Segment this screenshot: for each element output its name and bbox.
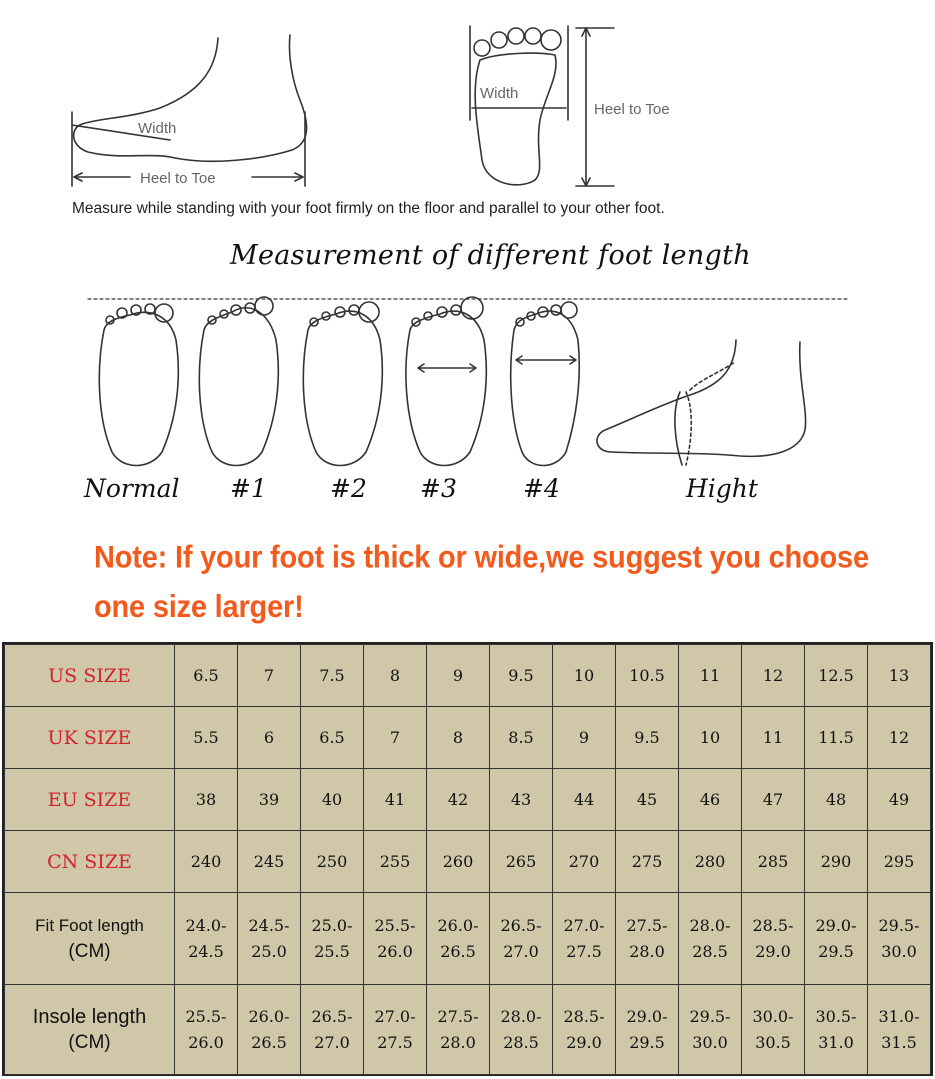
table-cell: 290: [805, 831, 868, 893]
row-header: UK SIZE: [5, 707, 175, 769]
table-cell: 43: [490, 769, 553, 831]
table-cell: 5.5: [175, 707, 238, 769]
table-cell: 255: [364, 831, 427, 893]
top-width-label: Width: [480, 85, 519, 102]
table-cell: 10.5: [616, 645, 679, 707]
foot-normal-icon: [99, 304, 178, 466]
cell-line: 29.0: [566, 1032, 602, 1052]
table-cell: 285: [742, 831, 805, 893]
table-cell: 48: [805, 769, 868, 831]
cell-line: 28.5-: [563, 1006, 605, 1026]
table-cell: 7: [364, 707, 427, 769]
cell-line: 24.0-: [185, 915, 227, 935]
size-chart: [2, 642, 933, 1076]
table-cell: [742, 893, 805, 985]
table-cell: 10: [553, 645, 616, 707]
foot-caption-4: #4: [523, 474, 560, 503]
table-cell: 9.5: [490, 645, 553, 707]
table-cell: 11: [742, 707, 805, 769]
table-row: [5, 769, 931, 831]
table-cell: [616, 985, 679, 1075]
cell-line: 26.0: [377, 941, 413, 961]
table-cell: 260: [427, 831, 490, 893]
table-row: [5, 985, 931, 1075]
table-cell: 47: [742, 769, 805, 831]
table-cell: 245: [238, 831, 301, 893]
table-cell: [364, 985, 427, 1075]
table-cell: 270: [553, 831, 616, 893]
table-cell: 8: [427, 707, 490, 769]
cell-line: 31.0: [818, 1032, 854, 1052]
cell-line: 30.0: [881, 941, 917, 961]
table-row: [5, 645, 931, 707]
cell-line: 29.5: [818, 941, 854, 961]
table-cell: 250: [301, 831, 364, 893]
table-cell: 13: [868, 645, 931, 707]
cell-line: 27.5-: [437, 1006, 479, 1026]
table-cell: 275: [616, 831, 679, 893]
cell-line: 30.0-: [752, 1006, 794, 1026]
cell-line: 24.5: [188, 941, 224, 961]
side-heel-to-toe-label: Heel to Toe: [140, 170, 216, 187]
table-cell: 10: [679, 707, 742, 769]
foot-caption-3: #3: [420, 474, 457, 503]
cell-line: 27.5-: [626, 915, 668, 935]
cell-line: 28.0: [440, 1032, 476, 1052]
table-cell: [679, 985, 742, 1075]
cell-line: 26.5: [440, 941, 476, 961]
top-foot-outline-icon: [475, 53, 556, 185]
table-cell: 39: [238, 769, 301, 831]
table-cell: 6: [238, 707, 301, 769]
cell-line: 26.0-: [437, 915, 479, 935]
measurement-heading: Measurement of different foot length: [230, 240, 751, 271]
table-cell: 41: [364, 769, 427, 831]
foot-type-2-icon: [303, 302, 382, 466]
table-cell: 44: [553, 769, 616, 831]
table-cell: [805, 893, 868, 985]
cell-line: 26.0: [188, 1032, 224, 1052]
cell-line: 28.0-: [500, 1006, 542, 1026]
cell-line: 29.5-: [878, 915, 920, 935]
cell-line: 28.5-: [752, 915, 794, 935]
cell-line: 25.5-: [374, 915, 416, 935]
table-cell: [679, 893, 742, 985]
foot-caption-2: #2: [330, 474, 367, 503]
foot-type-1-icon: [199, 297, 278, 466]
table-cell: 12: [868, 707, 931, 769]
table-cell: [868, 985, 931, 1075]
table-cell: 49: [868, 769, 931, 831]
table-cell: [868, 893, 931, 985]
row-header-unit: (CM): [68, 1031, 111, 1053]
cell-line: 31.0-: [878, 1006, 920, 1026]
table-cell: 11: [679, 645, 742, 707]
table-cell: 38: [175, 769, 238, 831]
cell-line: 25.5-: [185, 1006, 227, 1026]
table-cell: 12.5: [805, 645, 868, 707]
top-heel-to-toe-label: Heel to Toe: [594, 101, 670, 118]
table-cell: 42: [427, 769, 490, 831]
cell-line: 25.0: [251, 941, 287, 961]
cell-line: 27.5: [377, 1032, 413, 1052]
table-cell: [238, 893, 301, 985]
table-cell: 12: [742, 645, 805, 707]
table-cell: [364, 893, 427, 985]
table-row: [5, 707, 931, 769]
size-note: Note: If your foot is thick or wide,we suggest you choose one size larger!: [94, 540, 869, 625]
table-cell: 7: [238, 645, 301, 707]
cell-line: 25.5: [314, 941, 350, 961]
cell-line: 26.0-: [248, 1006, 290, 1026]
table-cell: [175, 893, 238, 985]
table-cell: [175, 985, 238, 1075]
table-cell: [238, 985, 301, 1075]
cell-line: 26.5: [251, 1032, 287, 1052]
foot-caption-normal: Normal: [84, 474, 180, 503]
table-cell: 240: [175, 831, 238, 893]
row-header: EU SIZE: [5, 769, 175, 831]
cell-line: 31.5: [881, 1032, 917, 1052]
row-header: [5, 893, 175, 985]
table-cell: [427, 985, 490, 1075]
cell-line: 29.5-: [689, 1006, 731, 1026]
cell-line: 28.0-: [689, 915, 731, 935]
table-cell: 11.5: [805, 707, 868, 769]
table-cell: [742, 985, 805, 1075]
cell-line: 30.0: [692, 1032, 728, 1052]
cell-line: 30.5-: [815, 1006, 857, 1026]
table-cell: 9.5: [616, 707, 679, 769]
table-cell: [490, 985, 553, 1075]
table-cell: [805, 985, 868, 1075]
table-cell: [301, 985, 364, 1075]
table-cell: [616, 893, 679, 985]
table-cell: 6.5: [175, 645, 238, 707]
cell-line: 26.5-: [500, 915, 542, 935]
row-header-label: Insole length: [32, 1005, 147, 1028]
cell-line: 25.0-: [311, 915, 353, 935]
cell-line: 29.5: [629, 1032, 665, 1052]
cell-line: 26.5-: [311, 1006, 353, 1026]
cell-line: 27.0-: [374, 1006, 416, 1026]
cell-line: 27.0: [314, 1032, 350, 1052]
table-cell: 265: [490, 831, 553, 893]
table-cell: 40: [301, 769, 364, 831]
cell-line: 29.0: [755, 941, 791, 961]
row-header-label: Fit Foot length: [35, 915, 144, 935]
cell-line: 29.0-: [815, 915, 857, 935]
cell-line: 29.0-: [626, 1006, 668, 1026]
table-cell: 9: [427, 645, 490, 707]
cell-line: 27.0-: [563, 915, 605, 935]
table-cell: 46: [679, 769, 742, 831]
table-cell: [490, 893, 553, 985]
cell-line: 27.5: [566, 941, 602, 961]
table-cell: 8: [364, 645, 427, 707]
measure-instruction: Measure while standing with your foot firmly on the floor and parallel to your other foot.: [72, 200, 665, 217]
table-cell: 8.5: [490, 707, 553, 769]
table-cell: 6.5: [301, 707, 364, 769]
cell-line: 28.5: [503, 1032, 539, 1052]
row-header: US SIZE: [5, 645, 175, 707]
cell-line: 30.5: [755, 1032, 791, 1052]
table-cell: [427, 893, 490, 985]
foot-type-4-icon: [511, 302, 580, 466]
row-header-unit: (CM): [68, 940, 111, 962]
table-cell: 295: [868, 831, 931, 893]
foot-type-3-icon: [406, 297, 486, 466]
row-header: [5, 985, 175, 1075]
foot-high-instep-icon: [597, 340, 806, 465]
row-header: CN SIZE: [5, 831, 175, 893]
cell-line: 28.5: [692, 941, 728, 961]
size-table: [4, 644, 931, 1075]
foot-caption-1: #1: [230, 474, 267, 503]
table-cell: 7.5: [301, 645, 364, 707]
side-width-label: Width: [138, 120, 177, 137]
table-cell: 9: [553, 707, 616, 769]
table-row: [5, 893, 931, 985]
cell-line: 28.0: [629, 941, 665, 961]
cell-line: 27.0: [503, 941, 539, 961]
table-row: [5, 831, 931, 893]
cell-line: 24.5-: [248, 915, 290, 935]
table-cell: [301, 893, 364, 985]
table-cell: [553, 893, 616, 985]
table-cell: 45: [616, 769, 679, 831]
side-foot-outline-icon: [74, 35, 307, 161]
table-cell: [553, 985, 616, 1075]
table-cell: 280: [679, 831, 742, 893]
foot-caption-high: Hight: [686, 474, 758, 503]
